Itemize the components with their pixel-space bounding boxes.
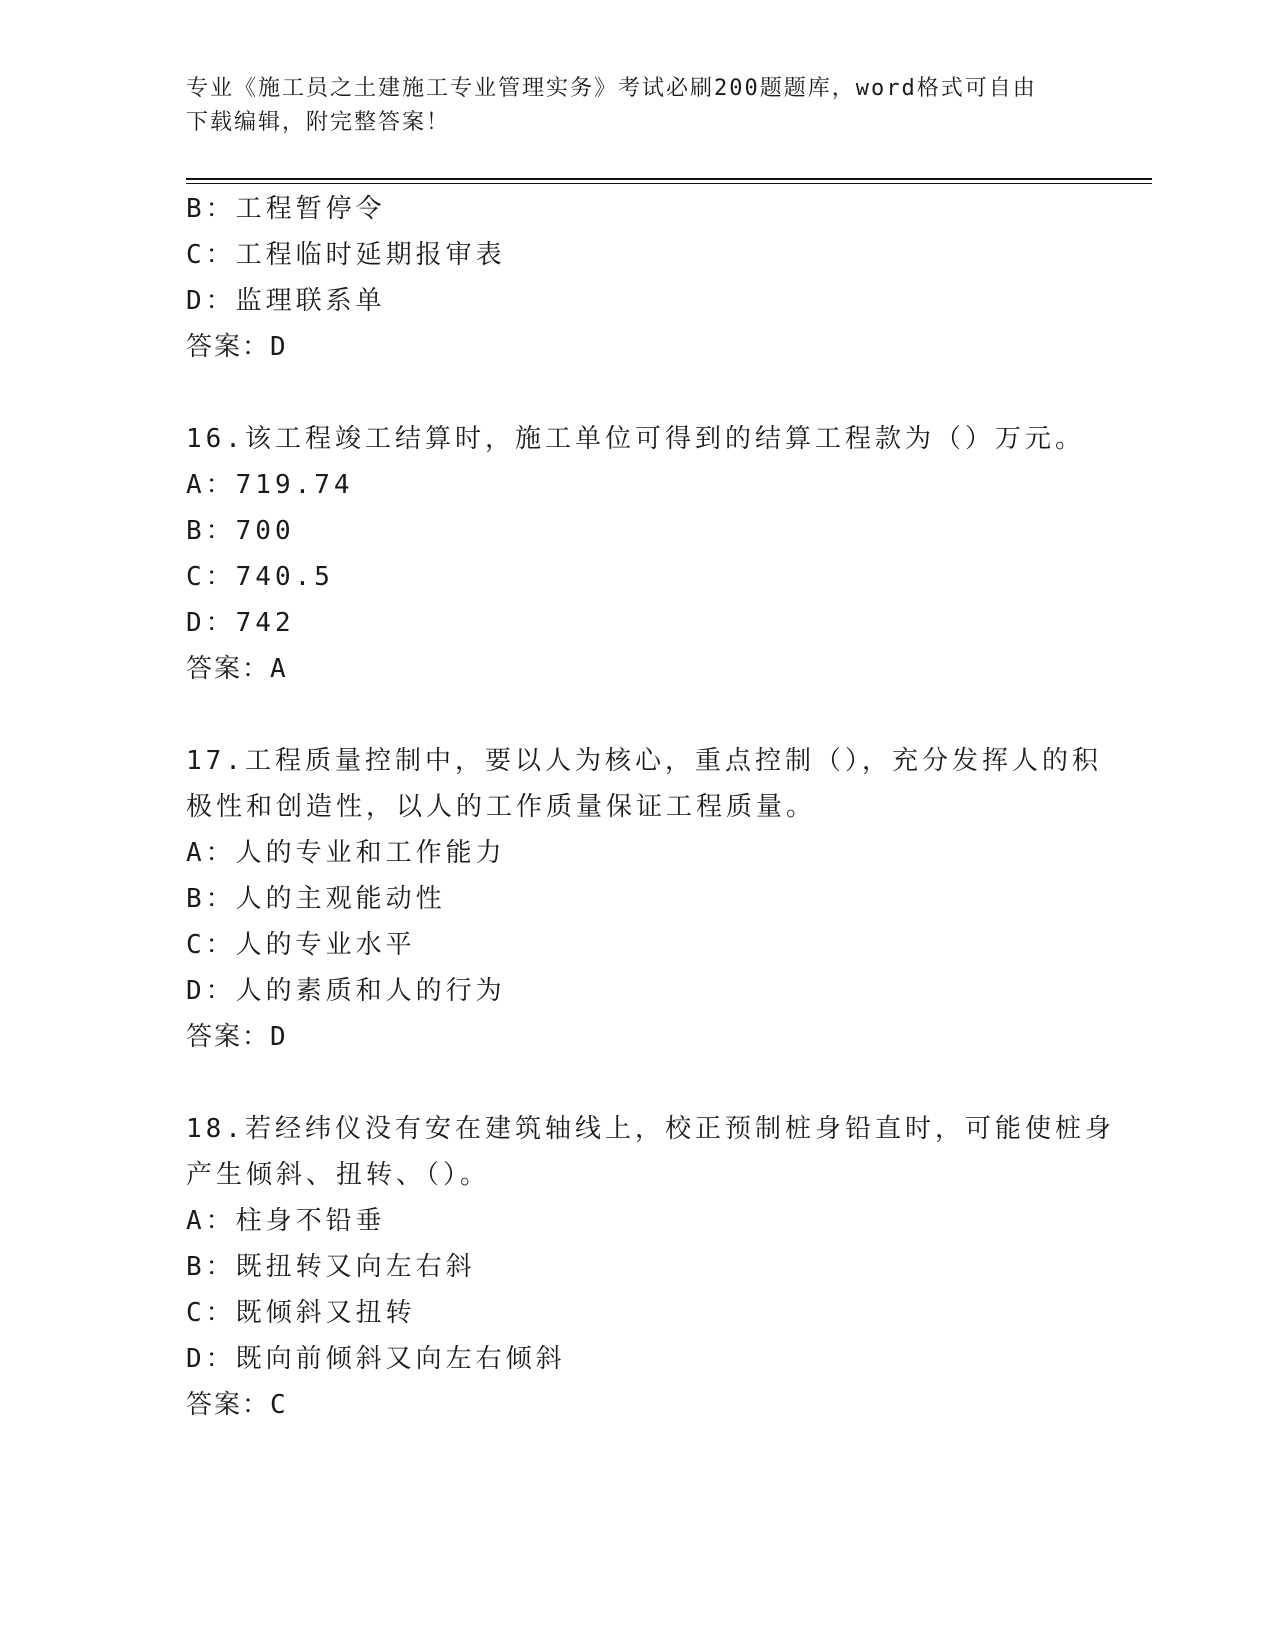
option-c: C：既倾斜又扭转 [186,1298,416,1328]
option-b: B：既扭转又向左右斜 [186,1252,476,1282]
option-a: A：柱身不铅垂 [186,1206,386,1236]
header-line-2: 下载编辑，附完整答案！ [186,110,451,135]
question-stem-line-2: 产生倾斜、扭转、（）。 [186,1160,491,1190]
header-rule-thin [186,183,1152,184]
option-d: D：742 [186,608,295,638]
question-list [186,186,1115,1428]
option-b: B：工程暂停令 [186,194,386,224]
answer-line: 答案：D [186,332,288,362]
option-d: D：人的素质和人的行为 [186,976,506,1006]
answer-line: 答案：D [186,1022,288,1052]
option-a: A：719.74 [186,470,354,500]
question-18 [186,1106,1115,1428]
header-line-1: 专业《施工员之土建施工专业管理实务》考试必刷200题题库，word格式可自由 [186,76,1037,101]
option-b: B：人的主观能动性 [186,884,446,914]
question-17 [186,738,1102,1060]
question-stem-line-1: 18.若经纬仪没有安在建筑轴线上，校正预制桩身铅直时，可能使桩身 [186,1114,1115,1144]
spacer [186,1060,1086,1106]
spacer [186,370,1086,416]
header-rule-thick [186,178,1152,180]
answer-line: 答案：A [186,654,288,684]
option-d: D：监理联系单 [186,286,386,316]
document-header [186,72,1086,140]
option-b: B：700 [186,516,295,546]
answer-line: 答案：C [186,1390,288,1420]
question-stem-line-2: 极性和创造性，以人的工作质量保证工程质量。 [186,792,817,822]
option-c: C：740.5 [186,562,334,592]
question-16 [186,416,1086,692]
question-stem-line-1: 17.工程质量控制中，要以人为核心，重点控制（），充分发挥人的积 [186,746,1102,776]
option-c: C：人的专业水平 [186,930,416,960]
option-c: C：工程临时延期报审表 [186,240,506,270]
question-stem: 16.该工程竣工结算时，施工单位可得到的结算工程款为（）万元。 [186,424,1085,454]
option-a: A：人的专业和工作能力 [186,838,506,868]
spacer [186,692,1086,738]
option-d: D：既向前倾斜又向左右倾斜 [186,1344,566,1374]
carryover-question [186,186,1086,370]
